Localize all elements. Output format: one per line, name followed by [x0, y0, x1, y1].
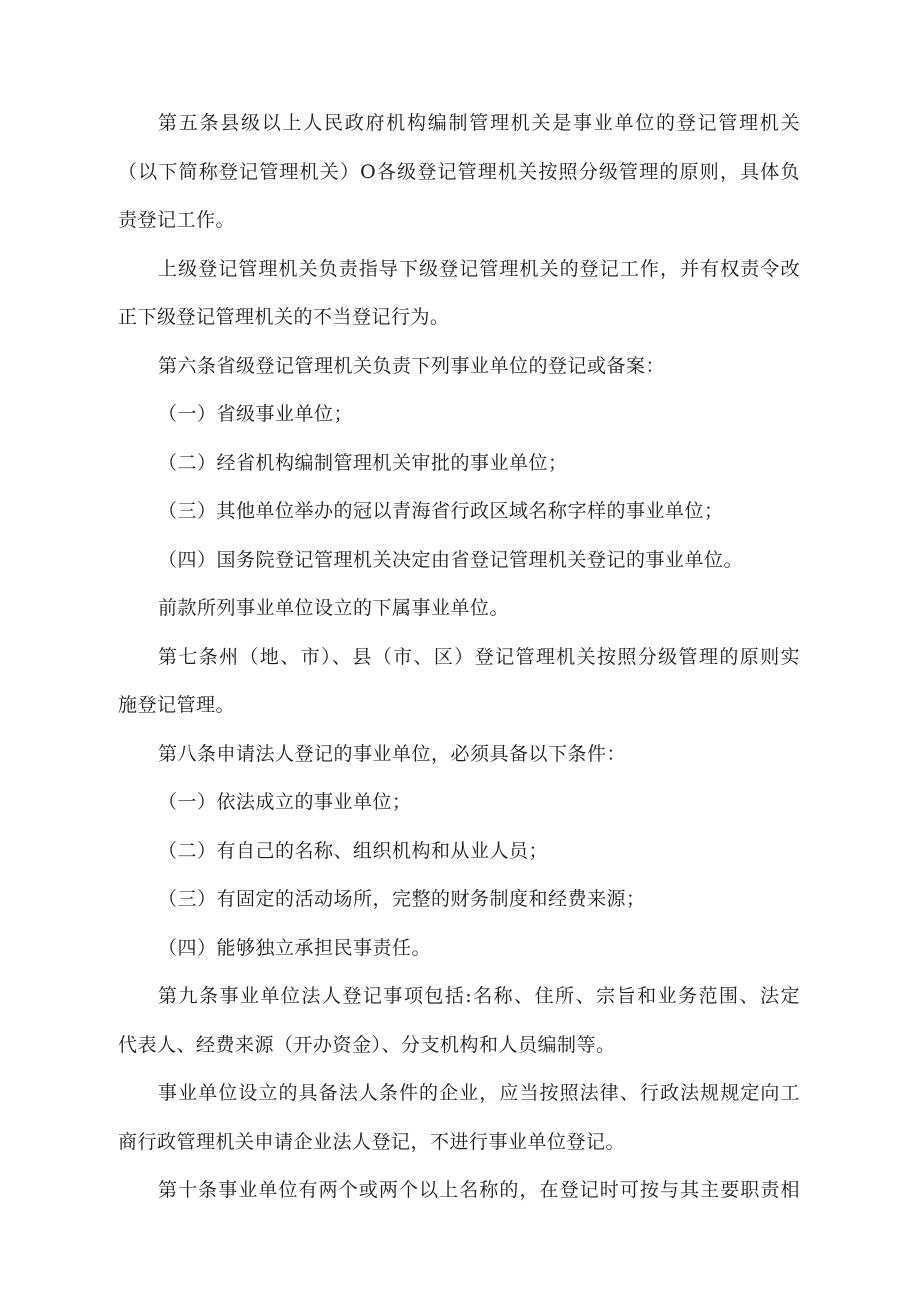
paragraph-article-5-line-3: 责登记工作。 [118, 209, 236, 231]
list-item-8-1: （一）依法成立的事业单位； [158, 791, 412, 813]
paragraph-supervision-line-2: 正下级登记管理机关的不当登记行为。 [118, 306, 450, 328]
list-item-8-2: （二）有自己的名称、组织机构和从业人员； [158, 840, 549, 862]
paragraph-article-8: 第八条申请法人登记的事业单位，必须具备以下条件： [158, 743, 627, 765]
paragraph-enterprise-line-2: 商行政管理机关申请企业法人登记，不进行事业单位登记。 [118, 1131, 626, 1153]
paragraph-article-10-line-1: 第十条事业单位有两个或两个以上名称的，在登记时可按与其主要职责相 [158, 1179, 800, 1201]
paragraph-article-5-line-2: （以下简称登记管理机关）O各级登记管理机关按照分级管理的原则，具体负 [118, 161, 800, 183]
paragraph-article-6: 第六条省级登记管理机关负责下列事业单位的登记或备案： [158, 355, 666, 377]
list-item-8-3: （三）有固定的活动场所，完整的财务制度和经费来源； [158, 888, 646, 910]
list-item-8-4: （四）能够独立承担民事责任。 [158, 937, 432, 959]
paragraph-subordinate-units: 前款所列事业单位设立的下属事业单位。 [158, 597, 510, 619]
list-item-6-2: （二）经省机构编制管理机关审批的事业单位； [158, 452, 568, 474]
list-item-6-4: （四）国务院登记管理机关决定由省登记管理机关登记的事业单位。 [158, 549, 744, 571]
list-item-6-1: （一）省级事业单位； [158, 403, 354, 425]
paragraph-article-5-line-1: 第五条县级以上人民政府机构编制管理机关是事业单位的登记管理机关 [158, 112, 800, 134]
paragraph-supervision-line-1: 上级登记管理机关负责指导下级登记管理机关的登记工作，并有权责令改 [158, 258, 800, 280]
list-item-6-3: （三）其他单位举办的冠以青海省行政区域名称字样的事业单位； [158, 500, 724, 522]
paragraph-article-7-line-1: 第七条州（地、市）、县（市、区）登记管理机关按照分级管理的原则实 [158, 646, 800, 668]
paragraph-article-9-line-1: 第九条事业单位法人登记事项包括:名称、住所、宗旨和业务范围、法定 [158, 985, 800, 1007]
paragraph-article-7-line-2: 施登记管理。 [118, 694, 236, 716]
paragraph-article-9-line-2: 代表人、经费来源（开办资金）、分支机构和人员编制等。 [118, 1034, 616, 1056]
paragraph-enterprise-line-1: 事业单位设立的具备法人条件的企业，应当按照法律、行政法规规定向工 [158, 1082, 800, 1104]
